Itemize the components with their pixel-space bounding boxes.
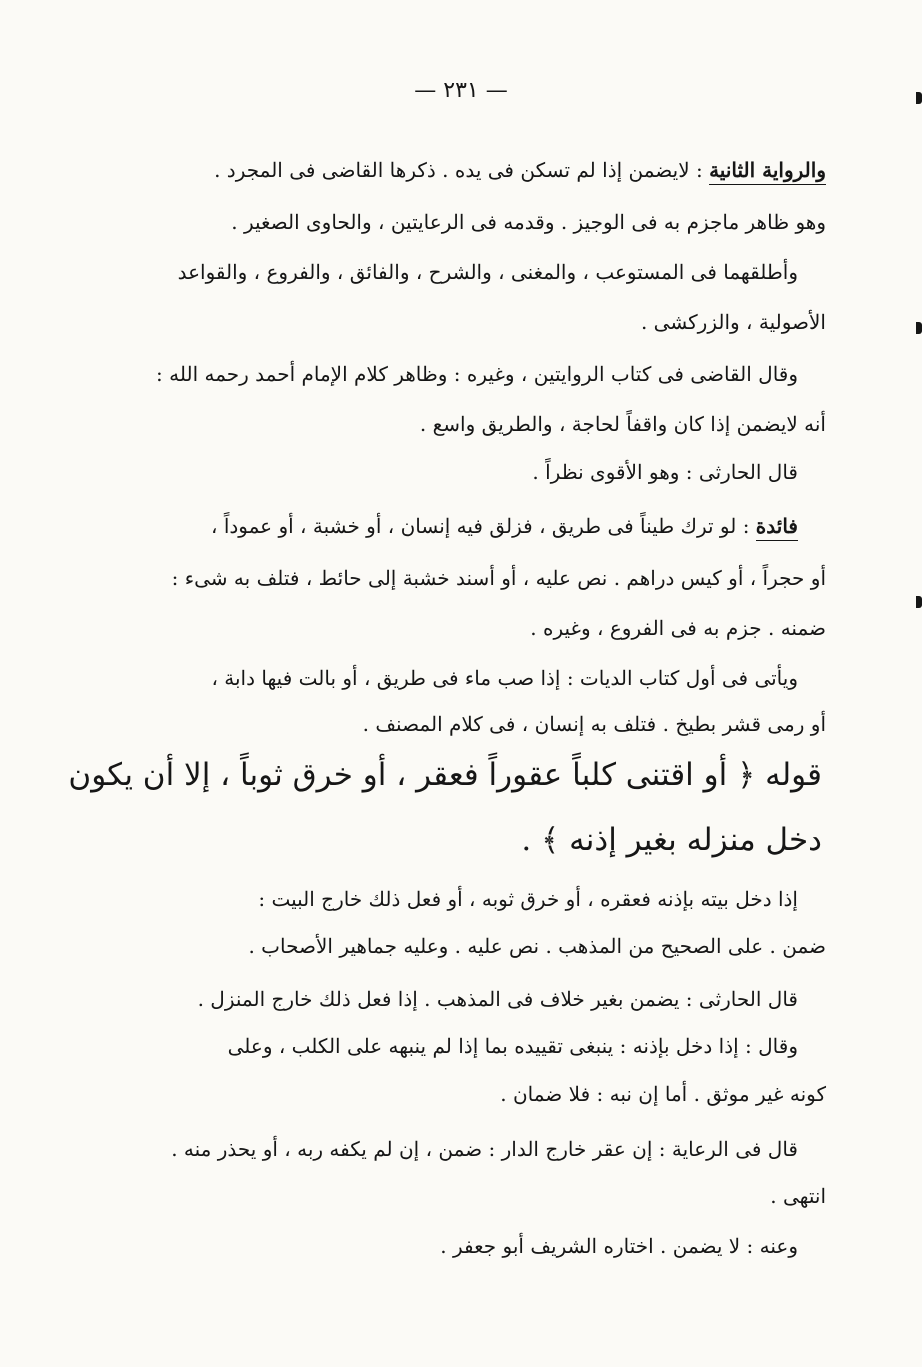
text-line: الأصولية ، والزركشى . [640, 310, 826, 334]
text-line: ضمن . على الصحيح من المذهب . نص عليه . وعليه جماهير الأصحاب . [248, 934, 826, 958]
text-line: ضمنه . جزم به فى الفروع ، وغيره . [530, 616, 826, 640]
margin-mark [916, 322, 922, 334]
quoted-text: قوله ﴿ أو اقتنى كلباً عقوراً فعقر ، أو خرق ثوباً ، إلا أن يكون [68, 757, 822, 793]
text-line: انتهى . [770, 1184, 826, 1208]
text-line [214, 156, 826, 184]
text-line: وقال : إذا دخل بإذنه : ينبغى تقييده بما إذا لم ينبهه على الكلب ، وعلى [227, 1034, 798, 1058]
text-line: وهو ظاهر ماجزم به فى الوجيز . وقدمه فى الرعايتين ، والحاوى الصغير . [231, 210, 826, 234]
margin-mark [916, 596, 922, 608]
text-line: كونه غير موثق . أما إن نبه : فلا ضمان . [500, 1082, 826, 1106]
note-heading: فائدة [756, 514, 798, 541]
text-line: أو رمى قشر بطيخ . فتلف به إنسان ، فى كلام المصنف . [362, 712, 826, 736]
text-line: قال الحارثى : وهو الأقوى نظراً . [532, 460, 798, 484]
text-line: وقال القاضى فى كتاب الروايتين ، وغيره : وظاهر كلام الإمام أحمد رحمه الله : [156, 362, 798, 386]
text-line: أنه لايضمن إذا كان واقفاً لحاجة ، والطريق واسع . [419, 412, 826, 436]
text-line: قال فى الرعاية : إن عقر خارج الدار : ضمن ، إن لم يكفه ربه ، أو يحذر منه . [171, 1137, 798, 1161]
page-number: — ٢٣١ — [414, 78, 508, 103]
line-text: : لو ترك طيناً فى طريق ، فزلق فيه إنسان ، أو خشبة ، أو عموداً ، [211, 514, 750, 538]
line-text: : لايضمن إذا لم تسكن فى يده . ذكرها القاضى فى المجرد . [214, 158, 703, 182]
text-line: قال الحارثى : يضمن بغير خلاف فى المذهب . إذا فعل ذلك خارج المنزل . [197, 987, 798, 1011]
text-line: وعنه : لا يضمن . اختاره الشريف أبو جعفر . [440, 1234, 798, 1258]
text-line: وأطلقهما فى المستوعب ، والمغنى ، والشرح ، والفائق ، والفروع ، والقواعد [177, 260, 798, 284]
section-heading: والرواية الثانية [709, 158, 826, 185]
text-line: ويأتى فى أول كتاب الديات : إذا صب ماء فى طريق ، أو بالت فيها دابة ، [211, 666, 798, 690]
text-line: أو حجراً ، أو كيس دراهم . نص عليه ، أو أسند خشبة إلى حائط ، فتلف به شىء : [171, 566, 826, 590]
text-line [211, 512, 798, 540]
quoted-text: دخل منزله بغير إذنه ﴾ . [521, 822, 822, 858]
text-line: إذا دخل بيته بإذنه فعقره ، أو خرق ثوبه ، أو فعل ذلك خارج البيت : [258, 887, 798, 911]
